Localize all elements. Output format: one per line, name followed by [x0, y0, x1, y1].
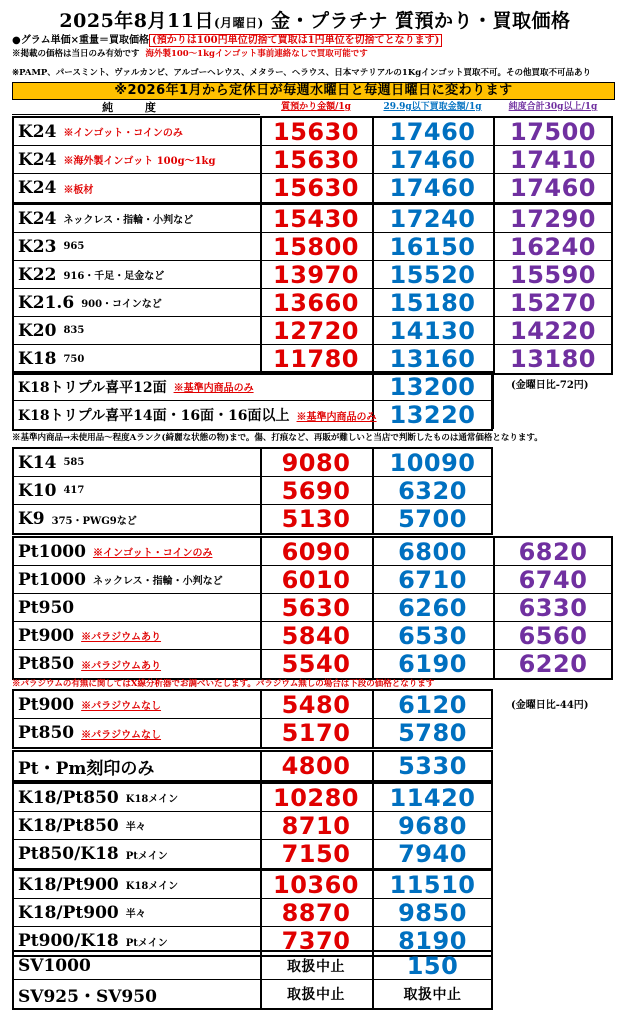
purity-label [18, 289, 162, 316]
title-date: 2025年8月11日 [59, 10, 214, 32]
price-row [14, 401, 491, 429]
price-row [14, 373, 491, 401]
purity-label [18, 812, 146, 839]
purity-detail: ※パラジウムなし [81, 701, 162, 712]
title-text: 金・プラチナ 質預かり・買取価格 [263, 10, 571, 32]
pawn-price: 5840 [281, 621, 351, 650]
holiday-banner: ※2026年1月から定休日が毎週水曜日と毎週日曜日に変わります [12, 82, 615, 100]
bulk-price: 17290 [510, 204, 596, 233]
purity-label [18, 566, 223, 593]
purity-name: Pt900/K18 [18, 931, 119, 951]
price-group [12, 116, 613, 204]
bulk-price: 15590 [510, 260, 596, 289]
price-group [12, 447, 493, 535]
pawn-price: 6090 [281, 537, 351, 566]
buy-price: 7940 [398, 840, 467, 868]
buy-price: 6530 [398, 621, 467, 650]
pawn-price: 取扱中止 [287, 958, 345, 975]
pawn-price: 取扱中止 [287, 987, 345, 1003]
purity-detail: 965 [63, 241, 85, 252]
price-group [12, 950, 493, 1010]
price-group [12, 782, 493, 870]
purity-detail: 半々 [125, 822, 146, 833]
price-row [14, 449, 491, 477]
purity-name: K22 [18, 264, 57, 285]
purity-name: Pt1000 [18, 569, 86, 590]
price-group [12, 536, 613, 680]
buy-price: 17460 [389, 117, 476, 146]
bulk-price: 6560 [518, 621, 588, 650]
purity-name: Pt850 [18, 654, 75, 674]
bulk-price: 17500 [510, 117, 596, 146]
price-group [12, 203, 613, 375]
pawn-price: 15630 [273, 174, 359, 202]
pawn-price: 5130 [281, 505, 351, 533]
purity-name: Pt850 [18, 723, 75, 743]
price-row [14, 719, 491, 747]
purity-name: K20 [18, 320, 57, 341]
note-validity-text: ※掲載の価格は当日のみ有効です [12, 49, 140, 59]
purity-name: K24 [18, 208, 57, 229]
purity-label [18, 899, 146, 926]
purity-label [18, 871, 178, 898]
buy-price: 6320 [398, 476, 467, 505]
buy-price: 取扱中止 [403, 987, 462, 1003]
pawn-price: 15800 [273, 232, 359, 261]
purity-detail: ※パラジウムあり [81, 660, 162, 672]
purity-name: K18/Pt850 [18, 787, 119, 808]
pawn-price: 5540 [281, 650, 351, 678]
buy-price: 13200 [389, 372, 476, 401]
pawn-price: 13970 [273, 260, 359, 289]
purity-detail: ※インゴット・コインのみ [92, 548, 213, 559]
buy-price: 5700 [398, 505, 467, 533]
purity-name: Pt900 [18, 694, 75, 715]
bulk-price: 14220 [510, 316, 596, 345]
pawn-price: 13660 [273, 288, 359, 317]
pawn-price: 12720 [273, 316, 359, 345]
purity-detail: ※板材 [63, 184, 94, 196]
price-row [14, 650, 611, 678]
pawn-price: 15430 [273, 204, 359, 233]
price-row [14, 174, 611, 202]
purity-name: K9 [18, 509, 45, 529]
purity-label [18, 373, 254, 400]
price-row [14, 146, 611, 174]
pawn-price: 6010 [281, 565, 351, 594]
purity-label [18, 650, 161, 678]
purity-label [18, 952, 91, 979]
pawn-price: 9080 [281, 448, 351, 477]
purity-label [18, 118, 183, 145]
price-row [14, 317, 611, 345]
pawn-price: 15630 [273, 145, 359, 174]
buy-price: 17460 [389, 145, 476, 174]
bulk-price: 6820 [518, 537, 588, 566]
price-row [14, 980, 491, 1008]
price-row [14, 261, 611, 289]
buy-price: 5330 [398, 752, 467, 780]
note-ingot-refusal: ※PAMP、パースミント、ヴァルカンビ、アルゴーヘレウス、メタラー、ヘラウス、日本マテリアルの1Kgインゴット買取不可。その他買取不可品あり [12, 68, 591, 78]
purity-name: K18/Pt850 [18, 815, 119, 836]
bulk-price: 17460 [510, 174, 596, 202]
purity-name: Pt1000 [18, 541, 86, 562]
buy-price: 9680 [398, 811, 467, 840]
purity-detail: Ptメイン [125, 850, 168, 862]
page-title [0, 6, 630, 33]
price-row [14, 812, 491, 840]
purity-detail: ※インゴット・コインのみ [63, 128, 183, 139]
purity-label [18, 345, 84, 373]
purity-detail: 417 [63, 485, 85, 496]
purity-detail: ※パラジウムなし [81, 729, 162, 741]
purity-name: K10 [18, 480, 57, 501]
purity-detail: 916・千足・足金など [63, 271, 165, 282]
price-row [14, 840, 491, 868]
buy-price: 6260 [398, 593, 467, 622]
purity-label [18, 719, 161, 747]
price-group [12, 689, 493, 749]
pawn-price: 5170 [281, 719, 351, 747]
purity-detail: Ptメイン [125, 937, 168, 949]
purity-name: SV925・SV950 [18, 986, 157, 1007]
bulk-price: 13180 [510, 345, 596, 373]
purity-name: K24 [18, 178, 57, 198]
buy-price: 14130 [389, 316, 476, 345]
buy-price: 6190 [398, 650, 467, 678]
buy-price: 16150 [389, 232, 476, 261]
pawn-price: 5630 [281, 593, 351, 622]
buy-price: 11420 [389, 783, 476, 812]
note-formula [12, 31, 442, 46]
purity-detail: 585 [63, 457, 85, 468]
purity-name: K18 [18, 349, 57, 369]
title-weekday: (月曜日) [213, 16, 264, 30]
price-row [14, 205, 611, 233]
price-row [14, 477, 491, 505]
note-validity [12, 47, 368, 59]
purity-name: K24 [18, 121, 57, 142]
purity-label [18, 174, 93, 202]
pawn-price: 7150 [281, 840, 351, 868]
buy-price: 17240 [389, 204, 476, 233]
note-overseas: 海外製100～1kgインゴット事前連絡なしで買取可能です [145, 49, 368, 59]
bulk-price: 6330 [518, 593, 588, 622]
note-formula-text: ●グラム単価×重量＝買取価格 [12, 35, 150, 46]
purity-label [18, 401, 377, 429]
price-row [14, 233, 611, 261]
purity-detail: ネックレス・指輪・小判など [92, 576, 223, 587]
pawn-price: 10360 [273, 870, 359, 899]
buy-price: 6800 [398, 537, 467, 566]
pawn-price: 4800 [281, 752, 351, 780]
buy-price: 15520 [389, 260, 476, 289]
pawn-price: 5690 [281, 476, 351, 505]
friday-diff-platinum: (金曜日比-44円) [511, 700, 589, 711]
purity-detail: 835 [63, 325, 85, 336]
bulk-price: 6740 [518, 565, 588, 594]
pawn-price: 15630 [273, 117, 359, 146]
buy-price: 11510 [389, 870, 476, 899]
purity-detail: 半々 [125, 909, 146, 920]
price-row [14, 952, 491, 980]
pawn-price: 8870 [281, 898, 351, 927]
purity-detail: 900・コインなど [81, 299, 162, 310]
purity-name: K14 [18, 452, 57, 473]
buy-price: 10090 [389, 448, 476, 477]
price-row [14, 118, 611, 146]
purity-label [18, 477, 84, 504]
price-row [14, 566, 611, 594]
buy-price: 17460 [389, 174, 476, 202]
purity-detail: 750 [63, 353, 85, 365]
purity-name: Pt950 [18, 597, 75, 618]
price-group [12, 371, 493, 431]
bulk-price: 17410 [510, 145, 596, 174]
price-row [14, 784, 491, 812]
purity-label [18, 980, 157, 1008]
buy-price: 6710 [398, 565, 467, 594]
purity-name: Pt・Pm刻印のみ [18, 758, 155, 779]
header-buy-price: 29.9g以下買取金額/1g [383, 102, 482, 112]
purity-label [18, 538, 212, 565]
note-palladium: ※パラジウムの有無に関してはX線分析器でお調べいたします。パラジウム無しの場合は下段の価格となります [12, 679, 435, 689]
price-row [14, 345, 611, 373]
buy-price: 8190 [398, 927, 467, 955]
price-row [14, 871, 491, 899]
buy-price: 6120 [398, 690, 467, 719]
bulk-price: 15270 [510, 288, 596, 317]
note-rounding: (預かりは100円単位切捨て買取は1円単位を切捨てとなります) [149, 34, 442, 47]
purity-label [18, 261, 164, 288]
buy-price: 9850 [398, 898, 467, 927]
price-row [14, 538, 611, 566]
price-group [12, 750, 493, 782]
purity-detail: ※基準内商品のみ [173, 383, 254, 394]
price-row [14, 505, 491, 533]
purity-detail: ネックレス・指輪・小判など [63, 215, 194, 226]
pawn-price: 7370 [281, 927, 351, 955]
price-row [14, 622, 611, 650]
purity-label [18, 317, 84, 344]
purity-name: K18/Pt900 [18, 902, 119, 923]
price-row [14, 752, 491, 780]
pawn-price: 8710 [281, 811, 351, 840]
bulk-price: 6220 [518, 650, 588, 678]
purity-name: K24 [18, 149, 57, 170]
header-purity: 純 度 [12, 100, 260, 115]
price-row [14, 899, 491, 927]
price-row [14, 289, 611, 317]
purity-label [18, 505, 137, 533]
purity-label [18, 691, 161, 718]
purity-detail: K18メイン [125, 881, 179, 892]
purity-label [18, 622, 161, 649]
buy-price: 15180 [389, 288, 476, 317]
purity-label [18, 146, 215, 173]
purity-name: K18/Pt900 [18, 874, 119, 895]
pawn-price: 11780 [273, 345, 359, 373]
bulk-price: 16240 [510, 232, 596, 261]
buy-price: 13160 [389, 345, 476, 373]
buy-price: 5780 [398, 719, 467, 747]
note-standard-goods: ※基準内商品→未使用品～程度Aランク(綺麗な状態の物)まで。傷、打痕など、再販が難しいと当店で判断したものは通常価格となります。 [12, 433, 543, 443]
purity-detail: ※基準内商品のみ [296, 411, 377, 423]
pawn-price: 5480 [281, 690, 351, 719]
header-pawn-price: 質預かり金額/1g [281, 102, 351, 112]
purity-label [18, 594, 74, 621]
header-bulk-price: 純度合計30g以上/1g [508, 102, 598, 112]
purity-name: Pt900 [18, 625, 75, 646]
buy-price: 13220 [389, 401, 476, 429]
purity-name: K18トリプル喜平14面・16面・16面以上 [18, 408, 290, 424]
purity-detail: K18メイン [125, 794, 179, 805]
purity-label [18, 449, 84, 476]
purity-name: K23 [18, 236, 57, 257]
buy-price: 150 [406, 951, 459, 980]
price-group [12, 869, 493, 957]
purity-detail: ※海外製インゴット 100g～1kg [63, 156, 216, 167]
price-row [14, 691, 491, 719]
purity-name: Pt850/K18 [18, 844, 119, 864]
pawn-price: 10280 [273, 783, 359, 812]
purity-name: K21.6 [18, 292, 75, 313]
purity-label [18, 205, 193, 232]
purity-label [18, 784, 178, 811]
purity-detail: 375・PWG9など [51, 515, 137, 527]
price-row [14, 594, 611, 622]
purity-label [18, 752, 154, 780]
purity-name: SV1000 [18, 955, 91, 976]
purity-name: K18トリプル喜平12面 [18, 379, 167, 396]
purity-detail: ※パラジウムあり [81, 632, 162, 643]
purity-label [18, 233, 84, 260]
purity-label [18, 840, 168, 868]
friday-diff-gold: (金曜日比-72円) [511, 380, 589, 391]
